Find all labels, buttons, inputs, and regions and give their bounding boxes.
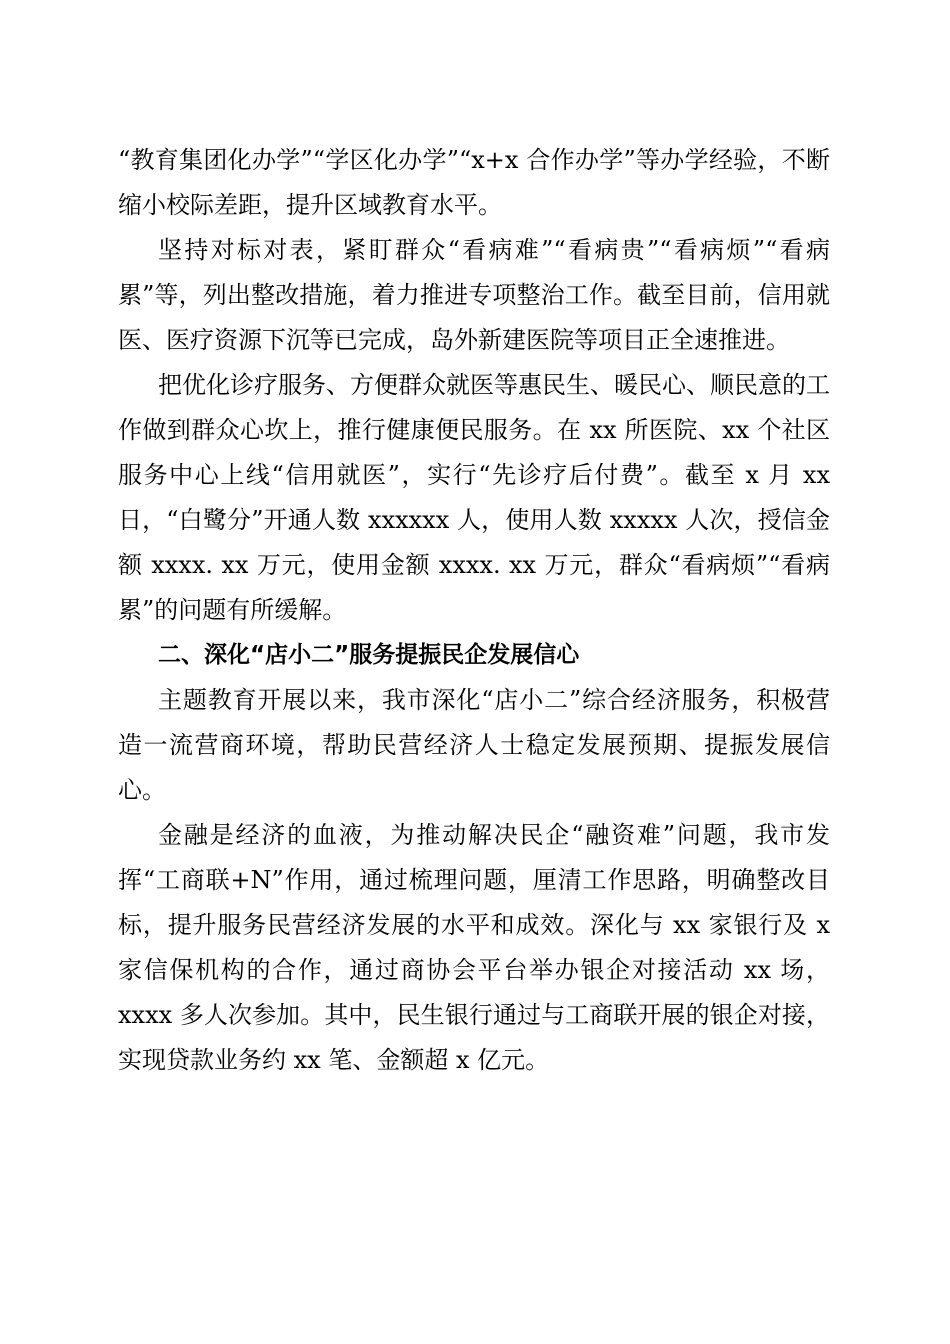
- paragraph-education-experience: “教育集团化办学”“学区化办学”“x+x 合作办学”等办学经验，不断缩小校际差距，提升区域教育水平。: [118, 146, 830, 219]
- section-heading: 二、深化“店小二”服务提振民企发展信心: [158, 642, 580, 668]
- paragraph-medical-rectification: 坚持对标对表，紧盯群众“看病难”“看病贵”“看病烦”“看病累”等，列出整改措施，着力推进专项整治工作。截至目前，信用就医、医疗资源下沉等已完成，岛外新建医院等项目正全速推进。: [118, 236, 830, 354]
- document-body: [118, 138, 830, 1083]
- paragraph-business-environment: 主题教育开展以来，我市深化“店小二”综合经济服务，积极营造一流营商环境，帮助民营经济人士稳定发展预期、提振发展信心。: [118, 686, 830, 804]
- paragraph-credit-medical-service: 把优化诊疗服务、方便群众就医等惠民生、暖民心、顺民意的工作做到群众心坎上，推行健康便民服务。在 xx 所医院、xx 个社区服务中心上线“信用就医”，实行“先诊疗后付费”。截至 x 月 xx 日，“白鹭分”开通人数 xxxxxx 人，使用人数 xxxxx 人次，授信金额 xxxx. xx 万元，使用金额 xxxx. xx 万元，群众“看病烦”“看病累”的问题有所缓解。: [118, 371, 830, 624]
- paragraph-financing-support: 金融是经济的血液，为推动解决民企“融资难”问题，我市发挥“工商联+N”作用，通过梳理问题，厘清工作思路，明确整改目标，提升服务民营经济发展的水平和成效。深化与 xx 家银行及 x 家信保机构的合作，通过商协会平台举办银企对接活动 xx 场，xxxx 多人次参加。其中，民生银行通过与工商联开展的银企对接，实现贷款业务约 xx 笔、金额超 x 亿元。: [118, 821, 830, 1074]
